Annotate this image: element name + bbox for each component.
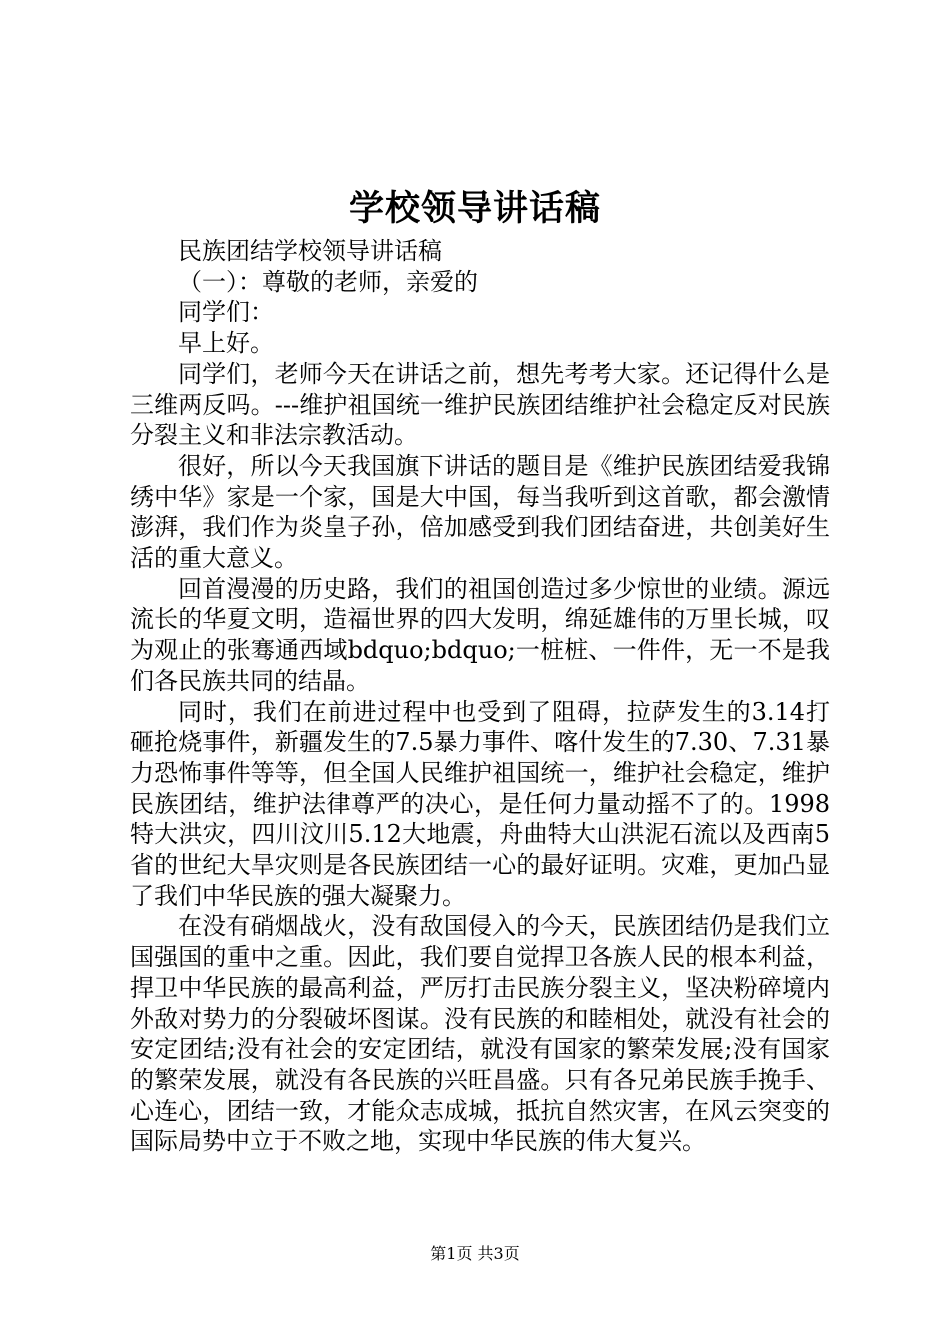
paragraph-body: 很好，所以今天我国旗下讲话的题目是《维护民族团结爱我锦绣中华》家是一个家，国是大中国，每当我听到这首歌，都会激情澎湃，我们作为炎皇子孙，倍加感受到我们团结奋进，共创美好生活的重大意义。	[130, 451, 830, 573]
paragraph-greeting: 早上好。	[178, 329, 274, 358]
paragraph-salutation-cont: 同学们：	[178, 298, 274, 327]
paragraph-subtitle: 民族团结学校领导讲话稿	[178, 237, 442, 265]
paragraph-body: 在没有硝烟战火，没有敌国侵入的今天，民族团结仍是我们立国强国的重中之重。因此，我们要自觉捍卫各族人民的根本利益，捍卫中华民族的最高利益，严厉打击民族分裂主义，坚决粉碎境内外敌对势力的分裂破坏图谋。没有民族的和睦相处，就没有社会的安定团结;没有社会的安定团结，就没有国家的繁荣发展;没有国家的繁荣发展，就没有各民族的兴旺昌盛。只有各兄弟民族手挽手、心连心，团结一致，才能众志成城，抵抗自然灾害，在风云突变的国际局势中立于不败之地，实现中华民族的伟大复兴。	[130, 912, 830, 1156]
page-number-footer: 第1页 共3页	[430, 1244, 520, 1263]
document-body	[130, 236, 830, 1157]
paragraph-salutation: （一）：尊敬的老师，亲爱的	[178, 267, 478, 296]
paragraph-body: 同学们，老师今天在讲话之前，想先考考大家。还记得什么是三维两反吗。---维护祖国统一维护民族团结维护社会稳定反对民族分裂主义和非法宗教活动。	[130, 359, 830, 450]
paragraph-body: 同时，我们在前进过程中也受到了阻碍，拉萨发生的3.14打砸抢烧事件，新疆发生的7.5暴力事件、喀什发生的7.30、7.31暴力恐怖事件等等，但全国人民维护祖国统一，维护社会稳定，维护民族团结，维护法律尊严的决心，是任何力量动摇不了的。1998特大洪灾，四川汶川5.12大地震，舟曲特大山洪泥石流以及西南5省的世纪大旱灾则是各民族团结一心的最好证明。灾难，更加凸显了我们中华民族的强大凝聚力。	[130, 697, 830, 910]
paragraph-body: 回首漫漫的历史路，我们的祖国创造过多少惊世的业绩。源远流长的华夏文明，造福世界的四大发明，绵延雄伟的万里长城，叹为观止的张骞通西域bdquo;bdquo;一桩桩、一件件，无一不是我们各民族共同的结晶。	[130, 574, 830, 695]
document-title: 学校领导讲话稿	[348, 188, 601, 229]
